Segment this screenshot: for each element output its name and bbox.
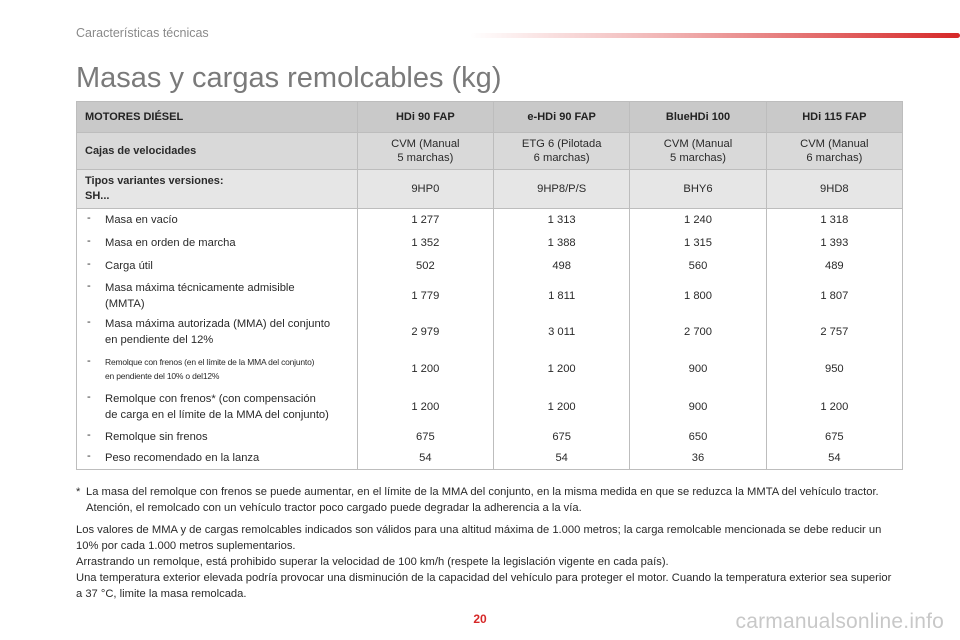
gearbox-label: Cajas de velocidades (77, 133, 358, 170)
row-bullet: - (87, 390, 91, 403)
table-row (77, 350, 903, 388)
value-cell: 2 700 (630, 314, 766, 350)
value-cell: 1 200 (766, 388, 902, 426)
value-cell: 1 393 (766, 232, 902, 255)
row-label-line: (MMTA) (105, 297, 145, 310)
value-cell: 1 277 (357, 209, 493, 232)
value-cell: 560 (630, 255, 766, 278)
variant-code: BHY6 (630, 170, 766, 209)
value-cell: 1 313 (494, 209, 630, 232)
value-cell: 1 200 (357, 388, 493, 426)
gearbox-line: 5 marchas) (670, 152, 726, 164)
value-cell: 54 (494, 448, 630, 470)
value-cell: 900 (630, 388, 766, 426)
gearbox-line: CVM (Manual (391, 138, 460, 150)
value-cell: 36 (630, 448, 766, 470)
value-cell: 1 200 (494, 388, 630, 426)
row-bullet: - (87, 235, 91, 247)
value-cell: 1 800 (630, 278, 766, 314)
notes (76, 521, 896, 602)
value-cell: 1 200 (494, 350, 630, 388)
row-label (77, 314, 358, 350)
row-label-line: de carga en el límite de la MMA del conjunto) (105, 408, 329, 421)
footnote-text: La masa del remolque con frenos se puede aumentar, en el límite de la MMA del conjunto, en la misma medida en que se reduzca la MMTA del vehículo tractor. Atención, el remolcado con un vehículo tractor poco cargado puede degradar la adherencia a la vía. (86, 486, 879, 514)
gearbox-line: CVM (Manual (663, 138, 733, 150)
value-cell: 950 (766, 350, 902, 388)
variants-label-line: SH... (85, 190, 110, 202)
data-rows (77, 209, 903, 470)
value-cell: 1 388 (494, 232, 630, 255)
variants-row (77, 170, 903, 209)
value-cell: 2 979 (357, 314, 493, 350)
section-header: Características técnicas (76, 26, 209, 40)
value-cell: 54 (357, 448, 493, 470)
value-cell: 650 (630, 426, 766, 448)
row-label (77, 209, 358, 232)
value-cell: 1 318 (766, 209, 902, 232)
variant-code: 9HD8 (766, 170, 902, 209)
value-cell: 1 240 (630, 209, 766, 232)
row-label-line: en pendiente del 10% o del12% (105, 370, 220, 381)
row-label-line: Masa en orden de marcha (105, 237, 236, 249)
specs-table (76, 101, 903, 470)
value-cell: 1 200 (357, 350, 493, 388)
value-cell: 1 807 (766, 278, 902, 314)
table-row (77, 278, 903, 314)
note-paragraph: Los valores de MMA y de cargas remolcables indicados son válidos para una altitud máxima de 1.000 metros; la carga remolcable mencionada se debe reducir un 10% por cada 1.000 metros suplementarios. (76, 524, 882, 552)
row-label-line: Masa máxima técnicamente admisible (105, 281, 295, 294)
table-row (77, 232, 903, 255)
gearbox-cell (630, 133, 766, 170)
row-label (77, 448, 358, 470)
value-cell: 54 (766, 448, 902, 470)
table-row (77, 314, 903, 350)
row-label (77, 388, 358, 426)
engine-header-row (77, 102, 903, 133)
value-cell: 900 (630, 350, 766, 388)
row-label-line: Masa máxima autorizada (MMA) del conjunto (105, 317, 331, 330)
row-bullet: - (87, 450, 91, 463)
row-label (77, 232, 358, 255)
variants-label (77, 170, 358, 209)
gearbox-line: 5 marchas) (397, 152, 454, 164)
row-bullet: - (87, 279, 91, 292)
note-paragraph: Una temperatura exterior elevada podría provocar una disminución de la capacidad del vehículo para proteger el motor. Cuando la temperatura exterior sea superior a 37 °C, limite la masa remolcada. (76, 572, 892, 600)
value-cell: 498 (494, 255, 630, 278)
value-cell: 502 (357, 255, 493, 278)
value-cell: 1 779 (357, 278, 493, 314)
value-cell: 675 (766, 426, 902, 448)
row-bullet: - (87, 212, 91, 225)
gearbox-cell (357, 133, 493, 170)
variants-label-line: Tipos variantes versiones: (85, 175, 224, 187)
gearbox-cell (494, 133, 630, 170)
gearbox-line: CVM (Manual (800, 138, 869, 150)
row-label-line: Masa en vacío (105, 214, 178, 227)
gearbox-line: 6 marchas) (806, 152, 863, 164)
row-bullet: - (87, 354, 91, 367)
value-cell: 3 011 (494, 314, 630, 350)
watermark: carmanualsonline.info (735, 610, 944, 633)
page-number: 20 (473, 612, 487, 626)
variant-code: 9HP0 (357, 170, 493, 209)
row-label (77, 350, 358, 388)
value-cell: 1 315 (630, 232, 766, 255)
value-cell: 675 (494, 426, 630, 448)
gearbox-line: ETG 6 (Pilotada (521, 138, 602, 150)
row-label-line: Carga útil (105, 260, 153, 272)
value-cell: 1 352 (357, 232, 493, 255)
header-accent-rule (470, 33, 960, 38)
row-bullet: - (87, 258, 91, 270)
row-label-line: Peso recomendado en la lanza (105, 452, 260, 465)
note-paragraph: Arrastrando un remolque, está prohibido superar la velocidad de 100 km/h (respete la legislación vigente en cada país). (76, 556, 669, 568)
engine-column-header: BlueHDi 100 (630, 102, 766, 133)
table-row (77, 448, 903, 470)
row-label-line: Remolque con frenos* (con compensación (105, 392, 316, 405)
engine-column-header: HDi 90 FAP (357, 102, 493, 133)
row-label (77, 426, 358, 448)
row-label (77, 278, 358, 314)
gearbox-row (77, 133, 903, 170)
variant-code: 9HP8/P/S (494, 170, 630, 209)
gearbox-line: 6 marchas) (533, 152, 590, 164)
row-bullet: - (87, 315, 91, 328)
page-title: Masas y cargas remolcables (kg) (76, 62, 502, 94)
table-row (77, 388, 903, 426)
row-bullet: - (87, 428, 91, 441)
row-label-line: Remolque con frenos (en el límite de la MMA del conjunto) (105, 356, 315, 367)
table-row (77, 255, 903, 278)
row-label (77, 255, 358, 278)
value-cell: 489 (766, 255, 902, 278)
row-label-line: Remolque sin frenos (105, 430, 208, 443)
gearbox-cell (766, 133, 902, 170)
engine-column-header: e-HDi 90 FAP (494, 102, 630, 133)
table-row (77, 209, 903, 232)
row-label-line: en pendiente del 12% (105, 333, 214, 346)
footnote-star: * (76, 486, 81, 498)
table-row (77, 426, 903, 448)
footnote (76, 484, 896, 516)
engine-header-label: MOTORES DIÉSEL (77, 102, 358, 133)
value-cell: 2 757 (766, 314, 902, 350)
engine-column-header: HDi 115 FAP (766, 102, 902, 133)
value-cell: 675 (357, 426, 493, 448)
value-cell: 1 811 (494, 278, 630, 314)
